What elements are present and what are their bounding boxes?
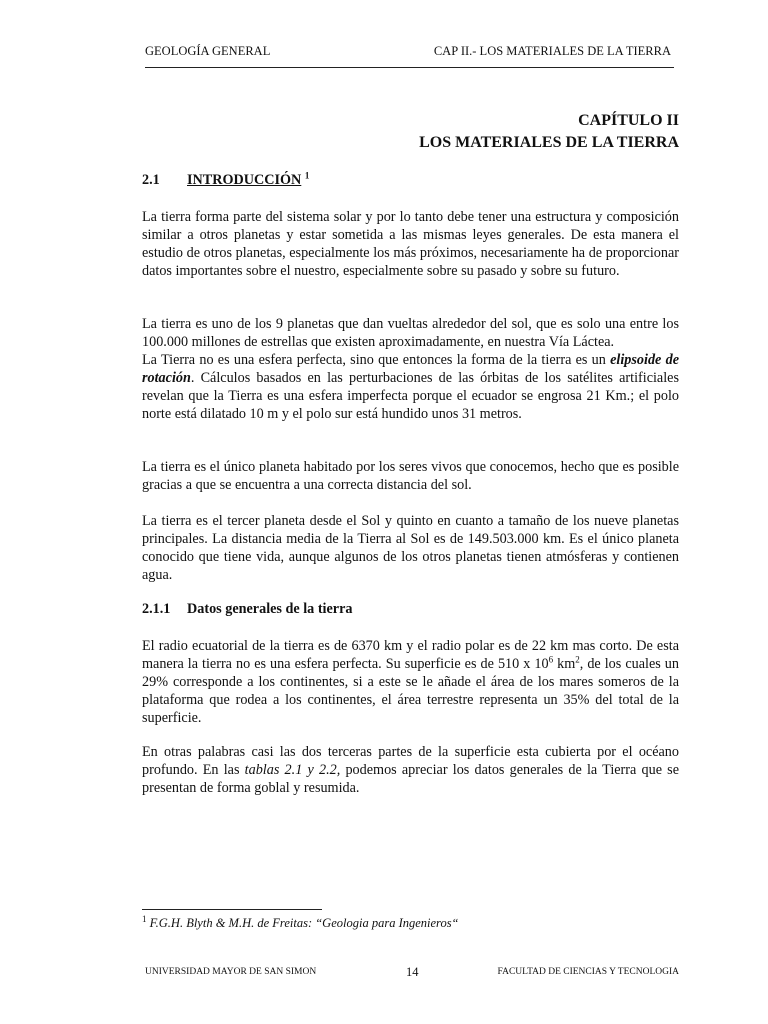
section-number: 2.1.1 xyxy=(142,601,171,617)
emphasis-elipsoide: elipsoide de rotación xyxy=(142,352,679,386)
emphasis-tablas: tablas 2.1 y 2.2, xyxy=(244,762,341,778)
footnote xyxy=(142,913,459,931)
footnote-number: 1 xyxy=(142,913,147,924)
section-heading-datos-generales xyxy=(142,601,352,618)
paragraph-text: La tierra forma parte del sistema solar y por lo tanto debe tener una estructura y composición similar a otros planetas y estar sometida a las mismas leyes generales. De esta manera el estudio de otros planetas, especialmente los más próximos, necesariamente ha de proporcionar datos importantes sobre el nuestro, especialmente sobre su pasado y sobre su futuro. xyxy=(142,209,679,279)
header-book-title: GEOLOGÍA GENERAL xyxy=(145,44,271,58)
section-title: INTRODUCCIÓN xyxy=(187,172,302,188)
page-header xyxy=(145,44,674,64)
paragraph-1 xyxy=(142,208,679,280)
paragraph-4 xyxy=(142,458,679,494)
header-divider xyxy=(145,67,674,68)
footnote-text: F.G.H. Blyth & M.H. de Freitas: “Geologia para Ingenieros“ xyxy=(146,916,459,930)
footnote-divider xyxy=(142,909,322,910)
footnote-ref: 1 xyxy=(304,170,310,181)
header-chapter-title: CAP II.- LOS MATERIALES DE LA TIERRA xyxy=(433,44,671,58)
paragraph-6 xyxy=(142,637,679,727)
paragraph-text: El radio ecuatorial de la tierra es de 6370 km y el radio polar es de 22 km mas corto. De esta manera la tierra no es una esfera perfecta. Su superficie es de 510 x $10^6$ $km^2$, de los cuales un 29% corresponde a los continentes, si a este se le añade el área de los mares someros de la plataforma que rodea a los continentes, el área terrestre representa un 35% del total de la superficie. xyxy=(142,638,679,726)
paragraph-text: La tierra es uno de los 9 planetas que dan vueltas alrededor del sol, que es solo una entre los 100.000 millones de estrellas que existen aproximadamente, en nuestra Vía Láctea. xyxy=(142,316,679,350)
section-heading-introduccion xyxy=(142,172,309,189)
paragraph-text: En otras palabras casi las dos terceras partes de la superficie esta cubierta por el océano profundo. En las tablas 2.1 y 2.2, podemos apreciar los datos generales de la Tierra que se presentan de forma goblal y resumida. xyxy=(142,744,679,796)
section-number: 2.1 xyxy=(142,172,160,188)
section-title: Datos generales de la tierra xyxy=(187,601,353,617)
paragraph-5 xyxy=(142,512,679,584)
footer-university: UNIVERSIDAD MAYOR DE SAN SIMON xyxy=(145,967,317,977)
paragraph-text: La tierra es el único planeta habitado por los seres vivos que conocemos, hecho que es posible gracias a que se encuentra a una correcta distancia del sol. xyxy=(142,459,679,493)
page-number: 14 xyxy=(406,965,419,979)
paragraph-3: La Tierra no es una esfera perfecta, sino que entonces la forma de la tierra es un elipsoide de rotación. Cálculos basados en las perturbaciones de las órbitas de los satélites artificiales revelan que la Tierra es una esfera imperfecta porque el ecuador se engrosa 21 Km.; el polo norte está dilatado 10 m y el polo sur está hundido unos 31 metros. xyxy=(142,352,679,422)
paragraph-7 xyxy=(142,743,679,797)
chapter-heading xyxy=(419,110,679,154)
footer-faculty: FACULTAD DE CIENCIAS Y TECNOLOGIA xyxy=(497,967,679,977)
paragraph-2 xyxy=(142,315,679,423)
chapter-number: CAPÍTULO II xyxy=(578,112,679,129)
chapter-title: LOS MATERIALES DE LA TIERRA xyxy=(419,134,679,151)
paragraph-text: La tierra es el tercer planeta desde el Sol y quinto en cuanto a tamaño de los nueve planetas principales. La distancia media de la Tierra al Sol es de 149.503.000 km. Es el único planeta conocido que tiene vida, aunque algunos de los otros planetas tienen atmósferas y contienen agua. xyxy=(142,513,679,583)
